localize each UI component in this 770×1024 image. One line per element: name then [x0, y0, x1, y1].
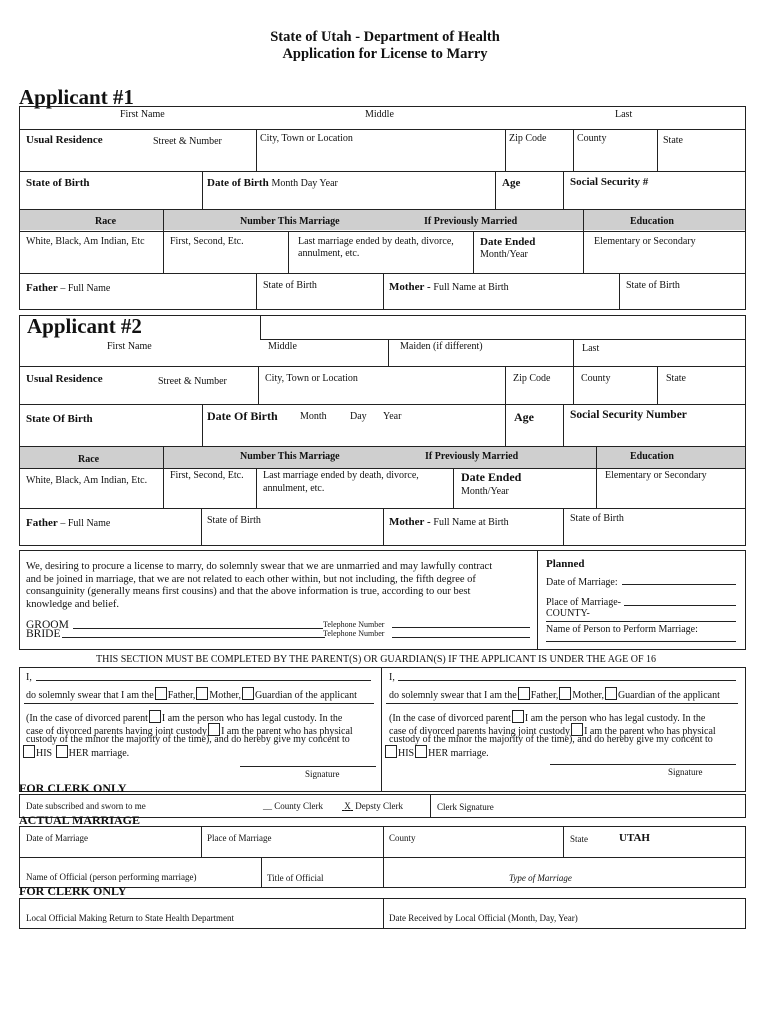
- planned-date-line[interactable]: [622, 584, 736, 585]
- a2-age-label: Age: [514, 410, 534, 424]
- a1-num-marriage-header: Number This Marriage: [240, 216, 340, 227]
- a2-sob-label: State Of Birth: [26, 413, 93, 425]
- official-name-label: Name of Official (person performing marriage): [26, 872, 197, 882]
- a2-race-options: White, Black, Am Indian, Etc.: [26, 475, 148, 486]
- a1-date-ended: Date Ended: [480, 236, 536, 248]
- county-clerk-label: __ County Clerk: [263, 801, 323, 811]
- date-received-label: Date Received by Local Official (Month, Day, Year): [389, 913, 578, 923]
- a1-first-label: First Name: [120, 109, 165, 120]
- a2-year-label: Year: [383, 411, 402, 422]
- actual-state-label: State: [570, 834, 588, 844]
- applicant-1-title: Applicant #1: [19, 85, 134, 109]
- a1-dob-label: Date of Birth Month Day Year: [207, 177, 338, 189]
- a2-ended-2: annulment, etc.: [263, 483, 325, 494]
- parent-2-her-checkbox[interactable]: [415, 745, 427, 758]
- groom-line[interactable]: [73, 628, 323, 629]
- a2-dob-label: Date Of Birth: [207, 409, 278, 423]
- parent-1-i: I,: [26, 672, 32, 683]
- bride-tel-label: Telephone Number: [323, 629, 385, 638]
- a2-state-label: State: [666, 373, 686, 384]
- a1-month-year: Month/Year: [480, 249, 528, 260]
- parent-2-line1: (In the case of divorced parent I am the person who has legal custody. In the: [389, 710, 705, 724]
- a2-prev-header: If Previously Married: [425, 451, 519, 462]
- parent-2-guardian-checkbox[interactable]: [605, 687, 617, 700]
- a2-street-label: Street & Number: [158, 376, 227, 387]
- a1-state-label: State: [663, 135, 683, 146]
- parent-2-swear: do solemnly swear that I am the Father, Mother, Guardian of the applicant: [389, 687, 720, 701]
- bride-tel-line[interactable]: [392, 637, 530, 638]
- form-title: State of Utah - Department of Health: [270, 29, 500, 45]
- a2-month-label: Month: [300, 411, 327, 422]
- a1-mother-sob: State of Birth: [626, 280, 680, 291]
- a2-num-marriage-header: Number This Marriage: [240, 451, 340, 462]
- parent-1-his-her: HIS HER marriage.: [22, 745, 129, 759]
- parent-2-i: I,: [389, 672, 395, 683]
- a2-middle-label: Middle: [268, 341, 297, 352]
- actual-marriage-title: ACTUAL MARRIAGE: [19, 813, 141, 827]
- a2-ended-1: Last marriage ended by death, divorce,: [263, 470, 419, 481]
- parent-1-name-line[interactable]: [36, 680, 371, 681]
- a2-father-sob: State of Birth: [207, 515, 261, 526]
- a2-maiden-label: Maiden (if different): [400, 341, 483, 352]
- a1-sob-label: State of Birth: [26, 177, 90, 189]
- a1-edu-options: Elementary or Secondary: [594, 236, 696, 247]
- parent-2-his-checkbox[interactable]: [385, 745, 397, 758]
- parent-1-mother-checkbox[interactable]: [196, 687, 208, 700]
- actual-county-label: County: [389, 833, 416, 843]
- a2-edu-options: Elementary or Secondary: [605, 470, 707, 481]
- parent-1-swear: do solemnly swear that I am the Father, Mother, Guardian of the applicant: [26, 687, 357, 701]
- parent-1-line1: (In the case of divorced parent I am the person who has legal custody. In the: [26, 710, 342, 724]
- a2-date-ended: Date Ended: [461, 470, 522, 484]
- a2-father-label: Father – Full Name: [26, 517, 111, 529]
- parent-2-his-her: HIS HER marriage.: [384, 745, 489, 759]
- actual-state-value: UTAH: [619, 832, 650, 844]
- a1-middle-label: Middle: [365, 109, 394, 120]
- parent-2-mother-checkbox[interactable]: [559, 687, 571, 700]
- a1-edu-header: Education: [630, 216, 674, 227]
- a2-mother-sob: State of Birth: [570, 513, 624, 524]
- a1-race-options: White, Black, Am Indian, Etc: [26, 236, 145, 247]
- clerk-signature-label: Clerk Signature: [437, 802, 494, 812]
- a2-month-year: Month/Year: [461, 486, 509, 497]
- parent-2-father-checkbox[interactable]: [518, 687, 530, 700]
- clerk-2-title: FOR CLERK ONLY: [19, 884, 127, 898]
- clerk-title: FOR CLERK ONLY: [19, 781, 127, 795]
- parent-1-guardian-checkbox[interactable]: [242, 687, 254, 700]
- parent-2-line2: case of divorced parents having joint custody I am the parent who has physical: [389, 723, 716, 737]
- a2-race-header: Race: [78, 454, 100, 465]
- a2-ssn-label: Social Security Number: [570, 409, 687, 421]
- a1-zip-label: Zip Code: [509, 133, 547, 144]
- parent-2-signature-line[interactable]: [550, 764, 736, 765]
- a1-last-label: Last: [615, 109, 633, 120]
- actual-date-label: Date of Marriage: [26, 833, 88, 843]
- oath-text: We, desiring to procure a license to marry, do solemnly swear that we are unmarried and may lawfully contract and be joined in marriage, that we are not related to each other within, but not including, the fifth degree of consanguinity (generally means first cousins) and that the above information is true, according to our best knowledge and belief.: [26, 561, 493, 610]
- a1-ended-1: Last marriage ended by death, divorce,: [298, 236, 454, 247]
- planned-person-line[interactable]: [546, 641, 736, 642]
- planned-person-label: Name of Person to Perform Marriage:: [546, 624, 698, 635]
- a2-zip-label: Zip Code: [513, 373, 551, 384]
- parent-2-line3: custody of the minor the majority of the time), and do hereby give my concent to: [389, 734, 713, 745]
- applicant-2-title: Applicant #2: [27, 314, 142, 338]
- form-subtitle: Application for License to Marry: [282, 46, 488, 62]
- a2-day-label: Day: [350, 411, 367, 422]
- planned-place-label: Place of Marriage-: [546, 597, 621, 608]
- groom-tel-line[interactable]: [392, 627, 530, 628]
- bride-line[interactable]: [62, 637, 325, 638]
- planned-county-label: COUNTY-: [546, 608, 590, 619]
- bride-label: BRIDE: [26, 628, 61, 640]
- parent-1-his-checkbox[interactable]: [23, 745, 35, 758]
- parent-section-title: THIS SECTION MUST BE COMPLETED BY THE PARENT(S) OR GUARDIAN(S) IF THE APPLICANT IS UNDER THE AGE OF 16: [96, 654, 657, 665]
- a2-edu-header: Education: [630, 451, 674, 462]
- official-title-label: Title of Official: [267, 873, 324, 883]
- a2-city-label: City, Town or Location: [265, 373, 358, 384]
- a2-num-options: First, Second, Etc.: [170, 470, 244, 481]
- parent-1-her-checkbox[interactable]: [56, 745, 68, 758]
- clerk-subscribed-label: Date subscribed and sworn to me: [26, 801, 146, 811]
- a1-ended-2: annulment, etc.: [298, 248, 360, 259]
- parent-1-signature-label: Signature: [305, 769, 340, 779]
- actual-place-label: Place of Marriage: [207, 833, 272, 843]
- a1-age-label: Age: [502, 177, 521, 189]
- a2-residence-label: Usual Residence: [26, 373, 103, 385]
- a1-county-label: County: [577, 133, 607, 144]
- planned-label: Planned: [546, 558, 585, 570]
- a1-street-label: Street & Number: [153, 136, 222, 147]
- planned-place-line[interactable]: [624, 605, 736, 606]
- local-official-label: Local Official Making Return to State Health Department: [26, 913, 235, 923]
- parent-1-signature-line[interactable]: [240, 766, 376, 767]
- parent-1-legal-checkbox[interactable]: [149, 710, 161, 723]
- parent-2-name-line[interactable]: [398, 680, 736, 681]
- parent-1-father-checkbox[interactable]: [155, 687, 167, 700]
- groom-label: GROOM: [26, 619, 69, 631]
- groom-tel-label: Telephone Number: [323, 620, 385, 629]
- a1-father-label: Father – Full Name: [26, 282, 111, 294]
- parent-1-line2: case of divorced parents having joint custody I am the parent who has physical: [26, 723, 353, 737]
- a1-residence-label: Usual Residence: [26, 134, 103, 146]
- parent-2-legal-checkbox[interactable]: [512, 710, 524, 723]
- parent-1-line3: custody of the minor the majority of the time), and do hereby give my concent to: [26, 734, 350, 745]
- planned-date-label: Date of Marriage:: [546, 577, 618, 588]
- a1-prev-header: If Previously Married: [424, 216, 518, 227]
- a1-race-header: Race: [95, 216, 117, 227]
- a2-last-label: Last: [582, 343, 600, 354]
- a1-mother-label: Mother - Full Name at Birth: [389, 281, 509, 293]
- deputy-clerk-label: X Depsty Clerk: [344, 801, 403, 811]
- parent-2-signature-label: Signature: [668, 767, 703, 777]
- a2-mother-label: Mother - Full Name at Birth: [389, 516, 509, 528]
- a2-first-label: First Name: [107, 341, 152, 352]
- a1-ssn-label: Social Security #: [570, 176, 649, 188]
- planned-county-line[interactable]: [546, 621, 736, 622]
- marriage-type-label: Type of Marriage: [509, 873, 572, 883]
- a2-county-label: County: [581, 373, 611, 384]
- a1-city-label: City, Town or Location: [260, 133, 353, 144]
- a1-num-options: First, Second, Etc.: [170, 236, 244, 247]
- a1-father-sob: State of Birth: [263, 280, 317, 291]
